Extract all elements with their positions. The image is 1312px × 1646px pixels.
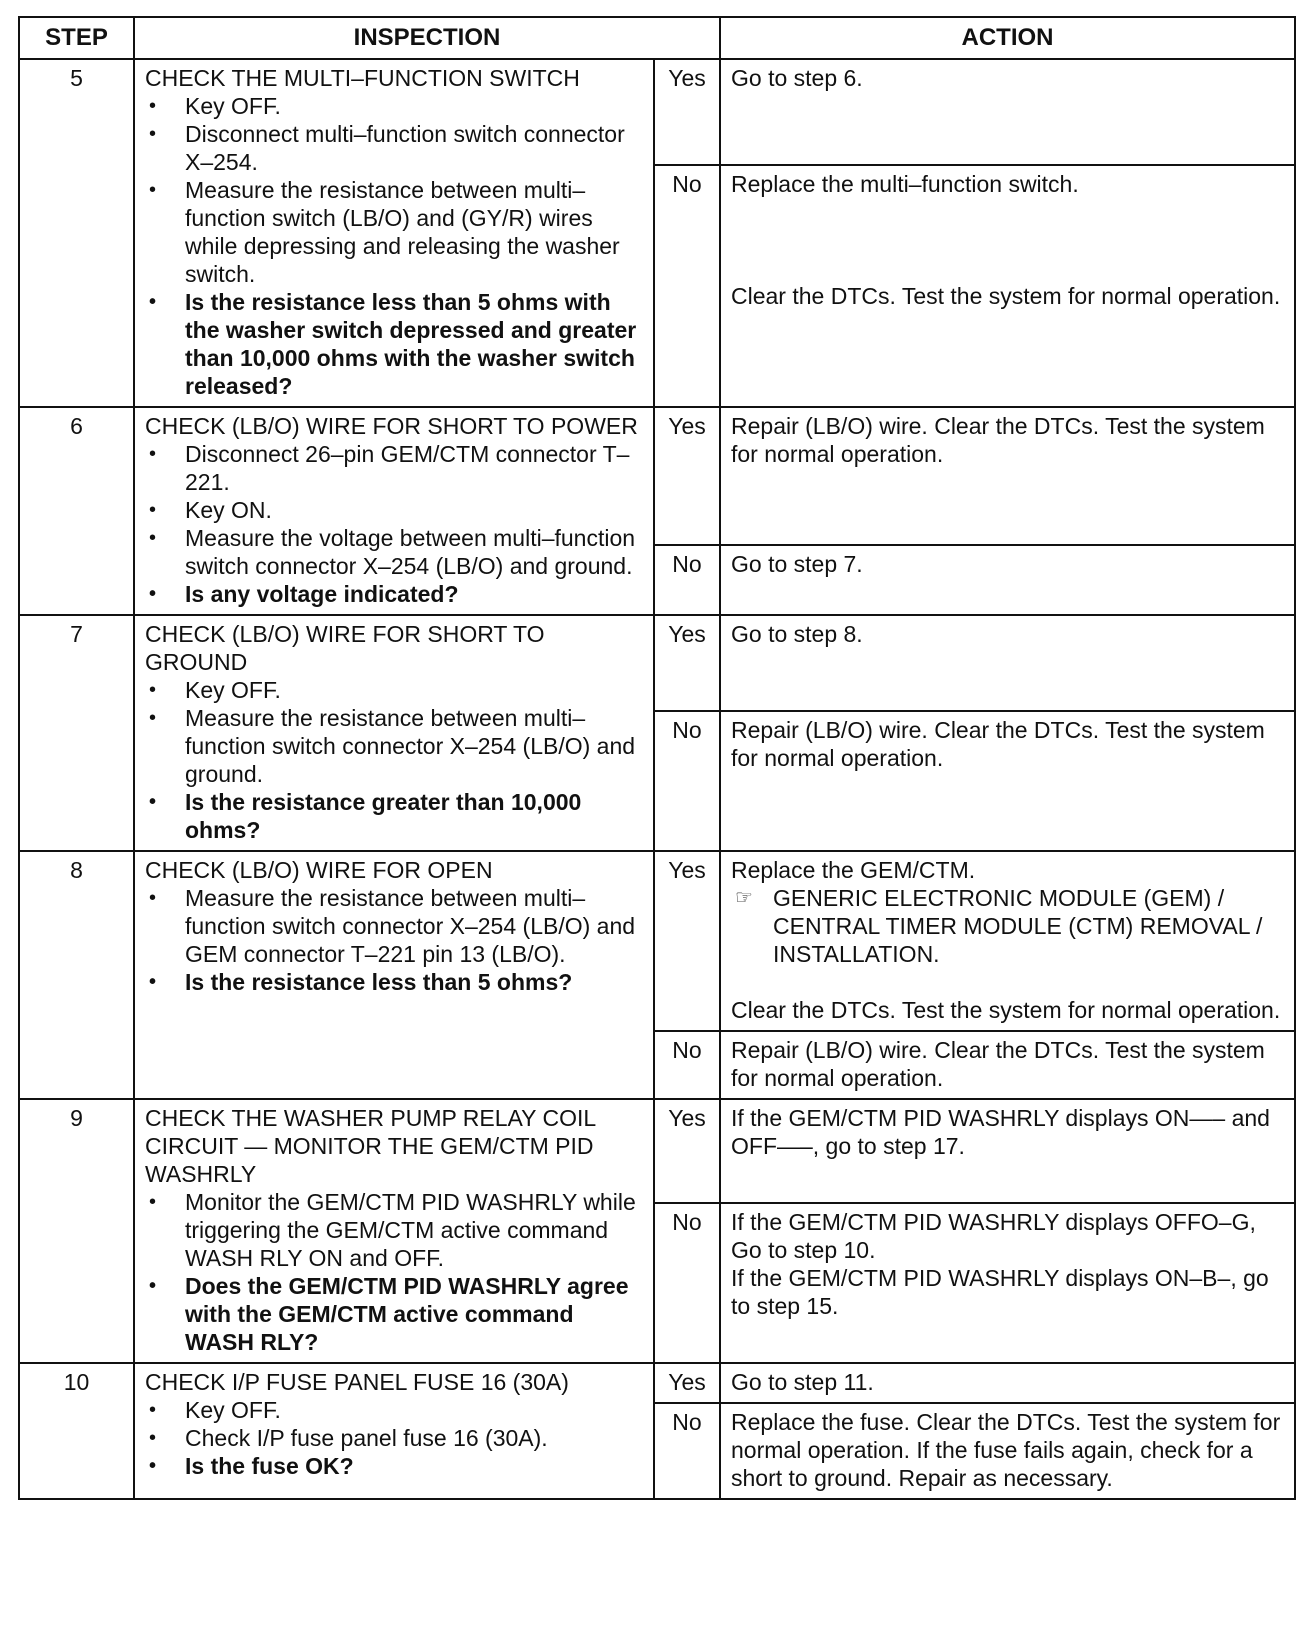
inspection-question: • Is the resistance greater than 10,000 ohms? bbox=[145, 788, 645, 844]
yes-label: Yes bbox=[654, 615, 720, 711]
table-row bbox=[19, 59, 1295, 165]
reference-text: GENERIC ELECTRONIC MODULE (GEM) / CENTRAL TIMER MODULE (CTM) REMOVAL / INSTALLATION. bbox=[773, 885, 1263, 967]
no-action-followup: Clear the DTCs. Test the system for normal operation. bbox=[731, 283, 1281, 309]
yes-label: Yes bbox=[654, 1099, 720, 1203]
action-header: ACTION bbox=[720, 17, 1295, 59]
inspection-bullet: • Check I/P fuse panel fuse 16 (30A). bbox=[145, 1424, 645, 1452]
yes-action: Repair (LB/O) wire. Clear the DTCs. Test the system for normal operation. bbox=[720, 407, 1295, 545]
step-title: CHECK (LB/O) WIRE FOR OPEN bbox=[145, 857, 493, 883]
step-number: 9 bbox=[19, 1099, 134, 1363]
inspection-bullet: • Measure the resistance between multi–function switch connector X–254 (LB/O) and GEM connector T–221 pin 13 (LB/O). bbox=[145, 884, 645, 968]
step-title: CHECK THE WASHER PUMP RELAY COIL CIRCUIT — MONITOR THE GEM/CTM PID WASHRLY bbox=[145, 1105, 596, 1187]
step-number: 8 bbox=[19, 851, 134, 1099]
inspection-bullet: • Measure the resistance between multi–function switch connector X–254 (LB/O) and ground. bbox=[145, 704, 645, 788]
table-row bbox=[19, 851, 1295, 1031]
inspection-question: • Is the fuse OK? bbox=[145, 1452, 645, 1480]
yes-action: Go to step 11. bbox=[720, 1363, 1295, 1403]
diagnostic-table bbox=[18, 16, 1296, 1500]
no-action-cell bbox=[720, 165, 1295, 407]
no-label: No bbox=[654, 711, 720, 851]
inspection-bullet: • Monitor the GEM/CTM PID WASHRLY while triggering the GEM/CTM active command WASH RLY ON and OFF. bbox=[145, 1188, 645, 1272]
step-title: CHECK THE MULTI–FUNCTION SWITCH bbox=[145, 65, 580, 91]
table-row bbox=[19, 1099, 1295, 1203]
no-label: No bbox=[654, 1403, 720, 1499]
inspection-bullet: • Key ON. bbox=[145, 496, 645, 524]
inspection-cell bbox=[134, 1363, 654, 1499]
spacer bbox=[731, 226, 1284, 254]
no-label: No bbox=[654, 545, 720, 615]
header-row bbox=[19, 17, 1295, 59]
yes-label: Yes bbox=[654, 1363, 720, 1403]
inspection-cell bbox=[134, 59, 654, 407]
inspection-cell bbox=[134, 407, 654, 615]
step-number: 5 bbox=[19, 59, 134, 407]
spacer bbox=[731, 968, 1284, 996]
step-title: CHECK I/P FUSE PANEL FUSE 16 (30A) bbox=[145, 1369, 569, 1395]
yes-action-followup: Clear the DTCs. Test the system for normal operation. bbox=[731, 997, 1281, 1023]
no-action: Repair (LB/O) wire. Clear the DTCs. Test the system for normal operation. bbox=[720, 711, 1295, 851]
yes-action: Go to step 8. bbox=[720, 615, 1295, 711]
inspection-question: • Is any voltage indicated? bbox=[145, 580, 645, 608]
yes-label: Yes bbox=[654, 851, 720, 1031]
inspection-bullet: • Key OFF. bbox=[145, 1396, 645, 1424]
inspection-question: • Is the resistance less than 5 ohms with the washer switch depressed and greater than 10,000 ohms with the washer switch released? bbox=[145, 288, 645, 400]
inspection-cell bbox=[134, 851, 654, 1099]
table-row bbox=[19, 1363, 1295, 1403]
no-action: Repair (LB/O) wire. Clear the DTCs. Test the system for normal operation. bbox=[720, 1031, 1295, 1099]
spacer bbox=[731, 254, 1284, 282]
inspection-bullet: • Disconnect multi–function switch connector X–254. bbox=[145, 120, 645, 176]
spacer bbox=[731, 198, 1284, 226]
step-title: CHECK (LB/O) WIRE FOR SHORT TO POWER bbox=[145, 413, 638, 439]
no-action: Go to step 7. bbox=[720, 545, 1295, 615]
table-row bbox=[19, 407, 1295, 545]
yes-action: Replace the GEM/CTM. bbox=[731, 857, 976, 883]
step-title: CHECK (LB/O) WIRE FOR SHORT TO GROUND bbox=[145, 621, 545, 675]
no-action: Replace the fuse. Clear the DTCs. Test the system for normal operation. If the fuse fails again, check for a short to ground. Repair as necessary. bbox=[720, 1403, 1295, 1499]
inspection-cell bbox=[134, 615, 654, 851]
yes-action: If the GEM/CTM PID WASHRLY displays ON—– and OFF—–, go to step 17. bbox=[720, 1099, 1295, 1203]
diagnostic-table-page bbox=[18, 16, 1294, 1500]
inspection-header: INSPECTION bbox=[134, 17, 720, 59]
no-action-followup: If the GEM/CTM PID WASHRLY displays ON–B–, go to step 15. bbox=[731, 1265, 1269, 1319]
no-action: If the GEM/CTM PID WASHRLY displays OFFO–G, Go to step 10. bbox=[731, 1209, 1256, 1263]
yes-action: Go to step 6. bbox=[720, 59, 1295, 165]
no-label: No bbox=[654, 1203, 720, 1363]
step-number: 7 bbox=[19, 615, 134, 851]
no-action: Replace the multi–function switch. bbox=[731, 171, 1079, 197]
step-number: 6 bbox=[19, 407, 134, 615]
inspection-bullet: • Measure the voltage between multi–function switch connector X–254 (LB/O) and ground. bbox=[145, 524, 645, 580]
step-number: 10 bbox=[19, 1363, 134, 1499]
yes-label: Yes bbox=[654, 407, 720, 545]
inspection-cell bbox=[134, 1099, 654, 1363]
reference-note bbox=[731, 884, 1284, 968]
yes-action-cell bbox=[720, 851, 1295, 1031]
inspection-bullet: • Measure the resistance between multi–function switch (LB/O) and (GY/R) wires while depressing and releasing the washer switch. bbox=[145, 176, 645, 288]
no-action-cell bbox=[720, 1203, 1295, 1363]
inspection-bullet: • Key OFF. bbox=[145, 676, 645, 704]
no-label: No bbox=[654, 1031, 720, 1099]
table-row bbox=[19, 615, 1295, 711]
inspection-question: • Does the GEM/CTM PID WASHRLY agree with the GEM/CTM active command WASH RLY? bbox=[145, 1272, 645, 1356]
inspection-bullet: • Key OFF. bbox=[145, 92, 645, 120]
inspection-question: • Is the resistance less than 5 ohms? bbox=[145, 968, 645, 996]
step-header: STEP bbox=[19, 17, 134, 59]
pointing-hand-icon: ☞ bbox=[735, 887, 753, 909]
no-label: No bbox=[654, 165, 720, 407]
yes-label: Yes bbox=[654, 59, 720, 165]
inspection-bullet: • Disconnect 26–pin GEM/CTM connector T–221. bbox=[145, 440, 645, 496]
